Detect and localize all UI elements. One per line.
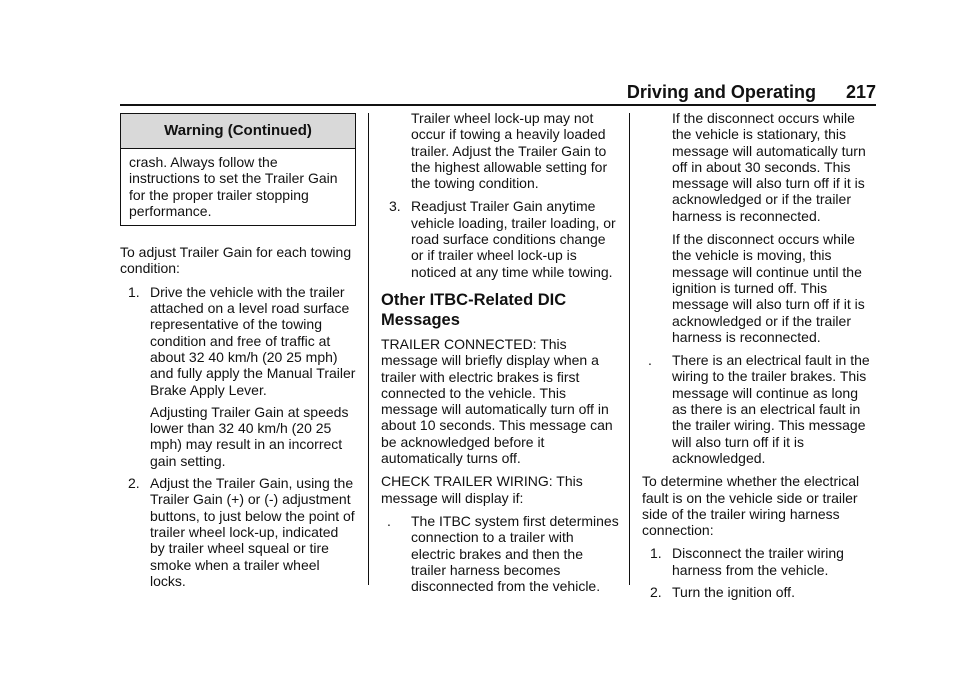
warning-title: Warning (Continued)	[121, 114, 355, 149]
check-wiring-paragraph: CHECK TRAILER WIRING: This message will display if:	[381, 473, 583, 506]
step-2-continued: Trailer wheel lock-up may not occur if towing a heavily loaded trailer. Adjust the Trailer Gain to the highest allowable setting for the towing condition.	[411, 110, 608, 192]
column-2	[381, 110, 621, 601]
intro-paragraph: To adjust Trailer Gain for each towing condition:	[120, 244, 352, 277]
step-1-text: Drive the vehicle with the trailer attached on a level road surface representative of the towing condition and free of traffic at about 32 40 km/h (20 25 mph) and fully apply the Manual Trailer Brake Apply Lever.	[150, 283, 356, 398]
warning-body: crash. Always follow the instructions to set the Trailer Gain for the proper trailer stopping performance.	[129, 154, 338, 219]
column-divider-1	[368, 113, 369, 585]
step-3-number: 3.	[389, 198, 401, 215]
bullet-disconnect	[381, 513, 621, 594]
warning-box	[120, 113, 356, 226]
step-2-number: 2.	[128, 475, 140, 492]
moving-paragraph: If the disconnect occurs while the vehicle is moving, this message will continue until the ignition is turned off. This message will also turn off if it is acknowledged or if the trailer harness is reconnected.	[672, 231, 865, 345]
trailer-connected-paragraph: TRAILER CONNECTED: This message will briefly display when a trailer with electric brakes is first connected to the vehicle. This message will automatically turn off in about 10 seconds. This message can be acknowledged before it automatically turns off.	[381, 335, 613, 467]
page-header	[120, 80, 876, 106]
fault-step-2-text: Turn the ignition off.	[672, 584, 795, 601]
step-1	[120, 284, 356, 469]
determine-paragraph: To determine whether the electrical fault is on the vehicle side or trailer side of the trailer wiring harness connection:	[642, 473, 860, 539]
step-2-text: Adjust the Trailer Gain, using the Trailer Gain (+) or (-) adjustment buttons, to just below the point of trailer wheel lock-up, indicated by trailer wheel squeal or tire smoke when a trailer wheel locks.	[150, 475, 355, 589]
column-3	[642, 110, 876, 606]
bullet-mark: .	[648, 352, 652, 369]
fault-step-2-number: 2.	[650, 584, 662, 601]
step-1-number: 1.	[128, 283, 140, 300]
header-rule	[120, 104, 876, 106]
fault-step-1-text: Disconnect the trailer wiring harness from the vehicle.	[672, 545, 844, 578]
step-2	[120, 475, 356, 589]
column-1	[120, 113, 356, 595]
bullet-disconnect-text: The ITBC system first determines connection to a trailer with electric brakes and then the trailer harness becomes disconnected from the vehicle.	[411, 512, 619, 595]
section-title: Driving and Operating	[626, 82, 816, 102]
header-text	[627, 82, 876, 103]
section-subheading: Other ITBC-Related DIC Messages	[381, 290, 567, 329]
bullet-mark: .	[387, 512, 391, 529]
step-3-text: Readjust Trailer Gain anytime vehicle loading, trailer loading, or road surface conditions change or if trailer wheel lock-up is noticed at any time while towing.	[411, 198, 616, 280]
fault-step-1	[642, 545, 876, 578]
page-number: 217	[845, 82, 876, 102]
column-divider-2	[629, 113, 630, 585]
fault-step-1-number: 1.	[650, 545, 662, 562]
stationary-paragraph: If the disconnect occurs while the vehicle is stationary, this message will automatically turn off in about 30 seconds. This message will also turn off if it is acknowledged or if the trailer harness is reconnected.	[672, 110, 866, 224]
bullet-electrical-fault	[642, 352, 876, 466]
bullet-electrical-fault-text: There is an electrical fault in the wiring to the trailer brakes. This message will continue as long as there is an electrical fault in the trailer wiring. This message will also turn off if it is acknowledged.	[672, 352, 870, 466]
step-3	[381, 198, 621, 279]
step-1-note: Adjusting Trailer Gain at speeds lower than 32 40 km/h (20 25 mph) may result in an incorrect gain setting.	[150, 403, 349, 469]
fault-step-2	[642, 584, 876, 600]
